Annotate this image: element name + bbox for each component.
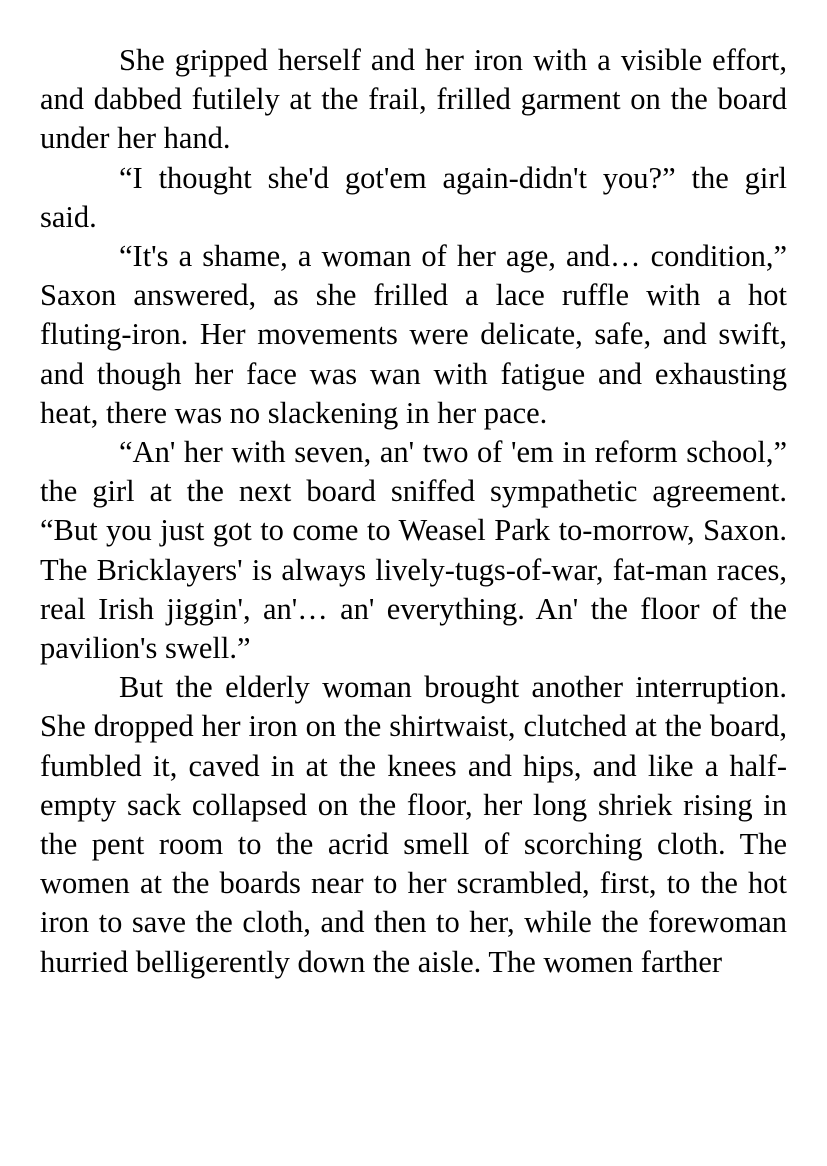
paragraph: “It's a shame, a woman of her age, and… condition,” Saxon answered, as she frilled a lace ruffle with a hot fluting-iron. Her movements were delicate, safe, and swift, and though her face was wan with fatigue and exhausting heat, there was no slackening in her pace. xyxy=(40,239,787,430)
document-page xyxy=(40,41,787,982)
paragraph: But the elderly woman brought another interruption. She dropped her iron on the shirtwaist, clutched at the board, fumbled it, caved in at the knees and hips, and like a half-empty sack collapsed on the floor, her long shriek rising in the pent room to the acrid smell of scorching cloth. The women at the boards near to her scrambled, first, to the hot iron to save the cloth, and then to her, while the forewoman hurried belligerently down the aisle. The women farther xyxy=(40,670,787,979)
paragraph: “I thought she'd got'em again-didn't you?” the girl said. xyxy=(40,160,787,234)
paragraph: “An' her with seven, an' two of 'em in reform school,” the girl at the next board sniffed sympathetic agreement. “But you just got to come to Weasel Park to-morrow, Saxon. The Bricklayers' is always lively-tugs-of-war, fat-man races, real Irish jiggin', an'… an' everything. An' the floor of the pavilion's swell.” xyxy=(40,435,787,666)
paragraph: She gripped herself and her iron with a visible effort, and dabbed futilely at the frail, frilled garment on the board under her hand. xyxy=(40,43,787,156)
